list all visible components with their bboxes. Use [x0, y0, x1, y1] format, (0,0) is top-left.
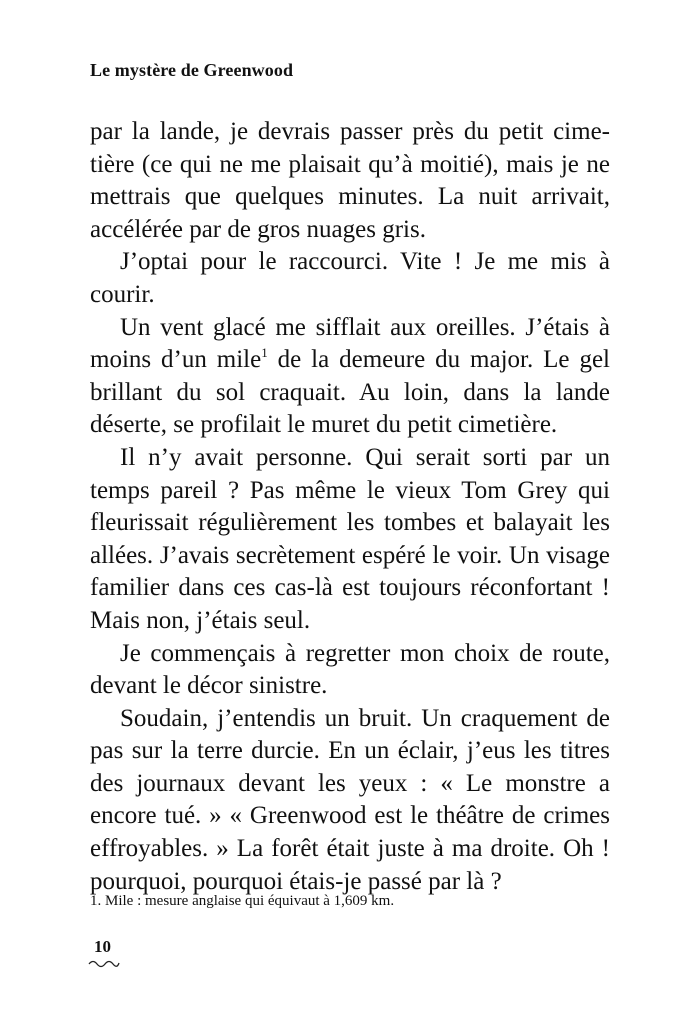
paragraph-2: J’optai pour le raccourci. Vite ! Je me mis à courir. [90, 248, 610, 308]
paragraph-3-after-ref: de la demeure du major. Le gel brillant du sol craquait. Au loin, dans la lande déserte, se profilait le muret du petit cimetière. [90, 346, 610, 439]
footnote-reference: 1 [261, 345, 268, 361]
paragraph-3-before-ref: Un vent glacé me sifflait aux oreilles. J’étais à moins d’un mile [90, 313, 610, 374]
wave-ornament-icon [88, 958, 120, 968]
paragraph-5: Je commençais à regretter mon choix de route, devant le décor sinistre. [90, 639, 610, 700]
running-title: Le mystère de Greenwood [90, 60, 294, 80]
paragraph-6: Soudain, j’entendis un bruit. Un craquement de pas sur la terre durcie. En un éclair, j’eus les titres des journaux devant les yeux : « Le monstre a encore tué. » « Greenwood est le théâtre de crimes effroyables. » La forêt était juste à ma droite. Oh ! pourquoi, pourquoi étais-je passé par là ? [90, 704, 610, 895]
footnote: 1. Mile : mesure anglaise qui équivaut à 1,609 km. [90, 893, 395, 909]
paragraph-3 [90, 312, 610, 442]
paragraph-1: par la lande, je devrais passer près du petit cimetière (ce qui ne me plaisait qu’à moitié), mais je ne mettrais que quelques minutes. La nuit arrivait, accélérée par de gros nuages gris. [90, 118, 610, 243]
page-number: 10 [94, 937, 111, 956]
body-text [90, 116, 610, 898]
paragraph-4: Il n’y avait personne. Qui serait sorti par un temps pareil ? Pas même le vieux Tom Grey qui fleurissait régulièrement les tombes et balayait les allées. J’avais secrètement espéré le voir. Un visage familier dans ces cas-là est toujours réconfortant ! Mais non, j’étais seul. [90, 443, 610, 634]
